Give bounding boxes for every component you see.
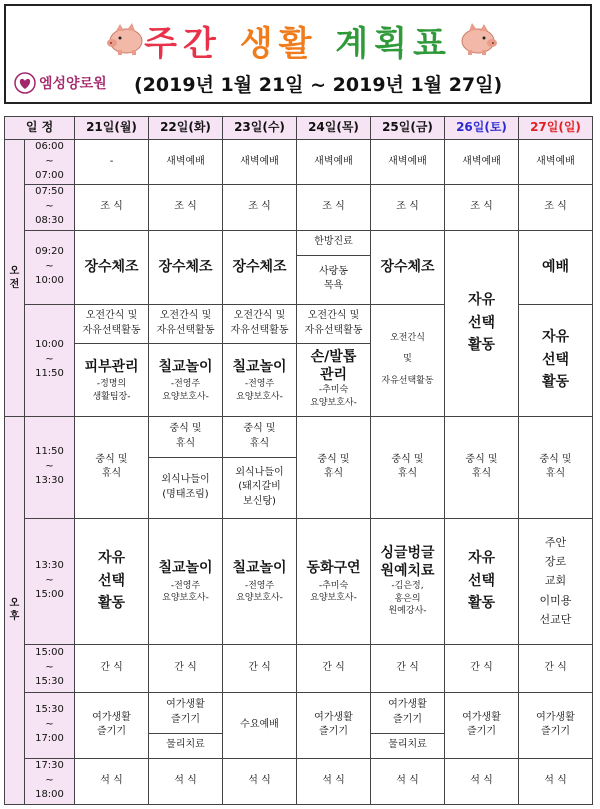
schedule-cell: 새벽예배 <box>297 140 371 185</box>
weekly-schedule-table <box>4 116 593 805</box>
schedule-cell: 중식 및 휴식 <box>297 416 371 518</box>
schedule-cell: 석 식 <box>297 758 371 804</box>
time-cell: 10:00 ~ 11:50 <box>25 304 75 416</box>
schedule-cell: 간 식 <box>149 644 223 692</box>
time-cell: 06:00 ~ 07:00 <box>25 140 75 185</box>
schedule-cell: 석 식 <box>223 758 297 804</box>
pig-icon <box>458 22 502 56</box>
schedule-cell: 칠교놀이 -전영주 요양보호사- <box>223 518 297 644</box>
schedule-cell: 중식 및 휴식 <box>75 416 149 518</box>
table-row <box>5 230 593 304</box>
schedule-cell: 여가생활 즐기기 물리치료 <box>149 692 223 758</box>
table-row <box>5 518 593 644</box>
schedule-cell: - <box>75 140 149 185</box>
table-row <box>5 416 593 518</box>
schedule-cell: 오전간식 및 자유선택활동 손/발톱 관리 -추미숙 요양보호사- <box>297 304 371 416</box>
time-cell: 11:50 ~ 13:30 <box>25 416 75 518</box>
time-cell: 17:30 ~ 18:00 <box>25 758 75 804</box>
schedule-cell: 조 식 <box>519 184 593 230</box>
table-header-row <box>5 117 593 140</box>
schedule-cell: 오전간식 및 자유선택활동 <box>371 304 445 416</box>
day-header: 22일(화) <box>149 117 223 140</box>
schedule-cell: 자유 선택 활동 <box>519 304 593 416</box>
schedule-cell: 수요예배 <box>223 692 297 758</box>
day-header: 25일(금) <box>371 117 445 140</box>
day-header-sunday: 27일(일) <box>519 117 593 140</box>
schedule-cell: 중식 및 휴식 외식나들이 (명태조림) <box>149 416 223 518</box>
table-row <box>5 140 593 185</box>
schedule-cell: 주안 장로 교회 이미용 선교단 <box>519 518 593 644</box>
schedule-cell: 여가생활 즐기기 <box>297 692 371 758</box>
schedule-cell: 새벽예배 <box>371 140 445 185</box>
column-header-label: 일 정 <box>5 117 75 140</box>
schedule-cell: 싱글벙글 원예치료 -김은정, 홍은의 원예강사- <box>371 518 445 644</box>
schedule-cell: 여가생활 즐기기 <box>445 692 519 758</box>
schedule-cell: 새벽예배 <box>149 140 223 185</box>
schedule-cell: 조 식 <box>371 184 445 230</box>
schedule-cell: 조 식 <box>297 184 371 230</box>
schedule-cell: 칠교놀이 -전영주 요양보호사- <box>149 518 223 644</box>
schedule-cell: 간 식 <box>223 644 297 692</box>
time-cell: 15:00 ~ 15:30 <box>25 644 75 692</box>
schedule-cell: 조 식 <box>149 184 223 230</box>
schedule-cell: 조 식 <box>75 184 149 230</box>
section-morning: 오 전 <box>5 140 25 417</box>
schedule-period: (2019년 1월 21일 ~ 2019년 1월 27일) <box>134 74 503 96</box>
time-cell: 15:30 ~ 17:00 <box>25 692 75 758</box>
schedule-cell: 중식 및 휴식 <box>519 416 593 518</box>
schedule-cell: 여가생활 즐기기 물리치료 <box>371 692 445 758</box>
schedule-cell: 동화구연 -추미숙 요양보호사- <box>297 518 371 644</box>
schedule-cell: 간 식 <box>445 644 519 692</box>
schedule-cell: 장수체조 <box>371 230 445 304</box>
schedule-cell: 석 식 <box>445 758 519 804</box>
schedule-header <box>4 4 592 104</box>
schedule-cell: 예배 <box>519 230 593 304</box>
schedule-cell: 오전간식 및 자유선택활동 칠교놀이 -전영주 요양보호사- <box>223 304 297 416</box>
schedule-cell: 여가생활 즐기기 <box>75 692 149 758</box>
day-header-saturday: 26일(토) <box>445 117 519 140</box>
schedule-cell: 간 식 <box>371 644 445 692</box>
schedule-cell: 한방진료 사랑동 목욕 <box>297 230 371 304</box>
schedule-cell: 석 식 <box>75 758 149 804</box>
schedule-cell: 자유 선택 활동 <box>445 518 519 644</box>
schedule-cell: 오전간식 및 자유선택활동 피부관리 -정명의 생활팀장- <box>75 304 149 416</box>
schedule-cell: 조 식 <box>445 184 519 230</box>
section-afternoon: 오 후 <box>5 416 25 804</box>
schedule-cell: 장수체조 <box>149 230 223 304</box>
schedule-cell: 간 식 <box>75 644 149 692</box>
schedule-cell: 새벽예배 <box>519 140 593 185</box>
table-row <box>5 692 593 758</box>
table-row <box>5 184 593 230</box>
schedule-cell: 간 식 <box>297 644 371 692</box>
schedule-cell: 중식 및 휴식 <box>445 416 519 518</box>
schedule-cell: 장수체조 <box>223 230 297 304</box>
schedule-cell: 여가생활 즐기기 <box>519 692 593 758</box>
schedule-cell: 중식 및 휴식 외식나들이 (돼지갈비 보신탕) <box>223 416 297 518</box>
schedule-cell: 장수체조 <box>75 230 149 304</box>
schedule-cell: 중식 및 휴식 <box>371 416 445 518</box>
heart-house-icon <box>14 72 36 94</box>
schedule-cell: 새벽예배 <box>445 140 519 185</box>
table-row <box>5 644 593 692</box>
schedule-cell: 석 식 <box>519 758 593 804</box>
page-title: 주간 생활 계획표 <box>144 24 452 64</box>
time-cell: 09:20 ~ 10:00 <box>25 230 75 304</box>
schedule-cell: 새벽예배 <box>223 140 297 185</box>
logo <box>14 72 107 94</box>
time-cell: 13:30 ~ 15:00 <box>25 518 75 644</box>
time-cell: 07:50 ~ 08:30 <box>25 184 75 230</box>
schedule-cell: 자유 선택 활동 <box>75 518 149 644</box>
day-header: 24일(목) <box>297 117 371 140</box>
schedule-cell: 오전간식 및 자유선택활동 칠교놀이 -전영주 요양보호사- <box>149 304 223 416</box>
schedule-cell-saturday-am: 자유 선택 활동 <box>445 230 519 416</box>
day-header: 21일(월) <box>75 117 149 140</box>
schedule-cell: 석 식 <box>371 758 445 804</box>
day-header: 23일(수) <box>223 117 297 140</box>
schedule-cell: 조 식 <box>223 184 297 230</box>
logo-text: 엠성양로원 <box>39 76 107 92</box>
schedule-cell: 석 식 <box>149 758 223 804</box>
table-row <box>5 758 593 804</box>
schedule-cell: 간 식 <box>519 644 593 692</box>
